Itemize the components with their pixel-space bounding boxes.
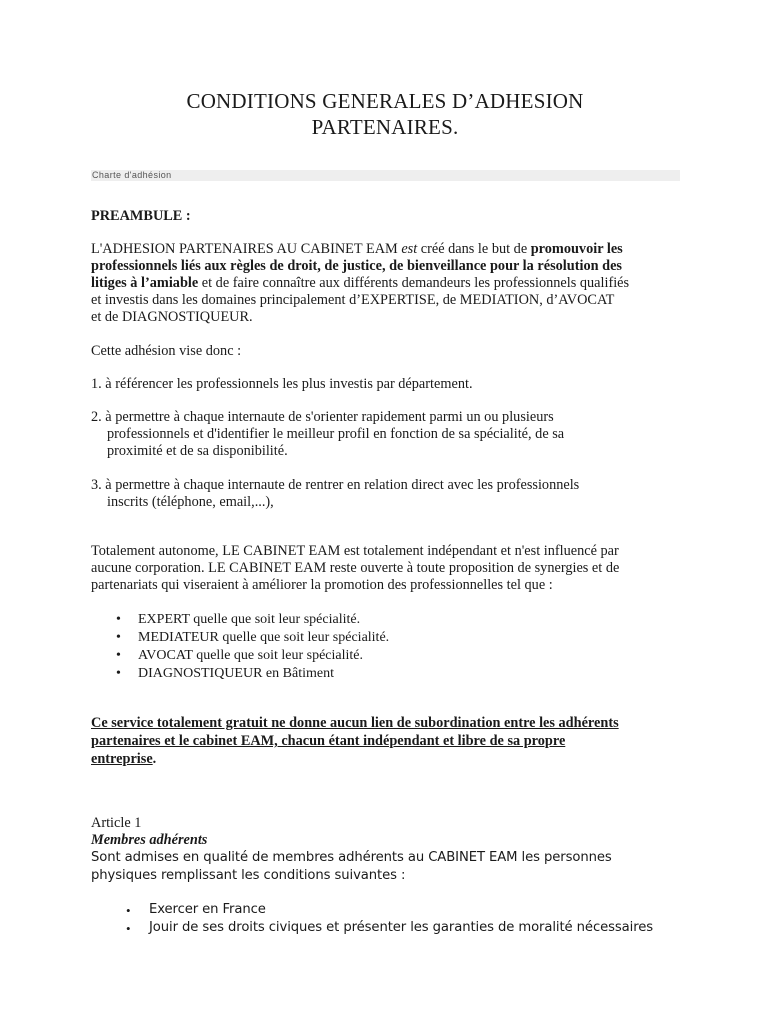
bullet-icon: •: [126, 903, 131, 918]
article-1-bullet-1: Exercer en France: [149, 902, 266, 917]
preamble-p3-line-3: partenariats qui viseraient à améliorer la promotion des professionnelles tel que :: [91, 577, 553, 593]
document-title-line-2: PARTENAIRES.: [311, 115, 459, 139]
bullet-item-diagnostiqueur: DIAGNOSTIQUEUR en Bâtiment: [138, 666, 334, 681]
meta-bar: [91, 170, 680, 181]
bullet-item-avocat: AVOCAT quelle que soit leur spécialité.: [138, 648, 363, 663]
preamble-p1-line-2: professionnels liés aux règles de droit, de justice, de bienveillance pour la résolution des: [91, 258, 622, 274]
bullet-icon: •: [116, 630, 121, 645]
preamble-p1-line-5: et de DIAGNOSTIQUEUR.: [91, 309, 253, 325]
notice-line-2: partenaires et le cabinet EAM, chacun étant indépendant et libre de sa propre: [91, 733, 566, 749]
preamble-p3-line-1: Totalement autonome, LE CABINET EAM est totalement indépendant et n'est influencé par: [91, 543, 619, 559]
list-item-3-line-1: 3. à permettre à chaque internaute de rentrer en relation direct avec les professionnels: [91, 477, 580, 493]
article-1-bullet-2: Jouir de ses droits civiques et présenter les garanties de moralité nécessaires: [149, 920, 654, 935]
article-1-p-line-1: Sont admises en qualité de membres adhérents au CABINET EAM les personnes: [91, 850, 612, 865]
bullet-icon: •: [116, 666, 121, 681]
bullet-item-mediateur: MEDIATEUR quelle que soit leur spécialité.: [138, 630, 390, 645]
list-item-2-line-3: proximité et de sa disponibilité.: [107, 443, 288, 459]
bullet-item-expert: EXPERT quelle que soit leur spécialité.: [138, 612, 361, 627]
bullet-icon: •: [116, 612, 121, 627]
bullet-icon: •: [126, 921, 131, 936]
preamble-heading: PREAMBULE :: [91, 208, 191, 224]
document-title-line-1: CONDITIONS GENERALES D’ADHESION: [186, 89, 584, 113]
list-item-2-line-2: professionnels et d'identifier le meilleur profil en fonction de sa spécialité, de sa: [107, 426, 565, 442]
article-1-p-line-2: physiques remplissant les conditions suivantes :: [91, 868, 406, 883]
article-1-label: Article 1: [91, 815, 142, 831]
notice-line-3: entreprise.: [91, 751, 157, 767]
preamble-p1-line-3: litiges à l’amiable et de faire connaître aux différents demandeurs les professionnels qualifiés: [91, 275, 630, 291]
bullet-icon: •: [116, 648, 121, 663]
list-item-3-line-2: inscrits (téléphone, email,...),: [107, 494, 274, 510]
list-item-1: 1. à référencer les professionnels les plus investis par département.: [91, 376, 473, 392]
preamble-p2: Cette adhésion vise donc :: [91, 343, 242, 359]
meta-label: Charte d'adhésion: [92, 170, 172, 180]
notice-line-1: Ce service totalement gratuit ne donne aucun lien de subordination entre les adhérents: [91, 715, 619, 731]
preamble-p3-line-2: aucune corporation. LE CABINET EAM reste ouverte à toute proposition de synergies et de: [91, 560, 620, 576]
list-item-2-line-1: 2. à permettre à chaque internaute de s'orienter rapidement parmi un ou plusieurs: [91, 409, 554, 425]
preamble-p1-line-4: et investis dans les domaines principalement d’EXPERTISE, de MEDIATION, d’AVOCAT: [91, 292, 615, 308]
preamble-p1-line-1: L'ADHESION PARTENAIRES AU CABINET EAM est créé dans le but de promouvoir les: [91, 241, 623, 257]
article-1-heading: Membres adhérents: [91, 832, 208, 848]
